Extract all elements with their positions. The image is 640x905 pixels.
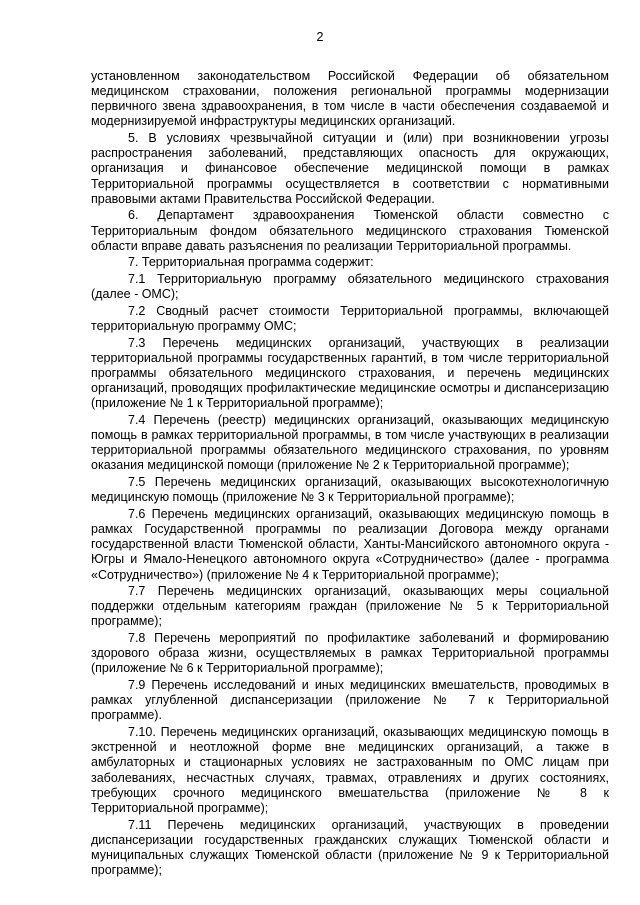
paragraph-7-6: 7.6 Перечень медицинских организаций, оказывающих медицинскую помощь в рамках Государственной программы по реализации Договора между органами государственной власти Тюменской области, Ханты-Мансийского автономного округа - Югры и Ямало-Ненецкого автономного округа «Сотрудничество» (далее - программа «Сотрудничество») (приложение № 4 к Территориальной программе); <box>91 506 609 582</box>
paragraph-7-9: 7.9 Перечень исследований и иных медицинских вмешательств, проводимых в рамках углубленной диспансеризации (приложение № 7 к Территориальной программе). <box>91 678 609 723</box>
paragraph-7-8: 7.8 Перечень мероприятий по профилактике заболеваний и формированию здорового образа жизни, осуществляемых в рамках Территориальной программы (приложение № 6 к Территориальной программе); <box>91 631 609 676</box>
paragraph-5: 5. В условиях чрезвычайной ситуации и (или) при возникновении угрозы распространения заболеваний, представляющих опасность для окружающих, организация и финансовое обеспечение медицинской помощи в рамках Территориальной программы осуществляется в соответствии с нормативными правовыми актами Правительства Российской Федерации. <box>91 131 609 206</box>
paragraph-7-2: 7.2 Сводный расчет стоимости Территориальной программы, включающей территориальную программу ОМС; <box>91 303 609 333</box>
paragraph-7-7: 7.7 Перечень медицинских организаций, оказывающих меры социальной поддержки отдельным категориям граждан (приложение № 5 к Территориальной программе); <box>91 584 609 629</box>
document-body <box>91 69 609 880</box>
paragraph-7-11: 7.11 Перечень медицинских организаций, участвующих в проведении диспансеризации государственных гражданских служащих Тюменской области и муниципальных служащих Тюменской области (приложение № 9 к Территориальной программе); <box>91 817 609 877</box>
paragraph-continuation: установленном законодательством Российской Федерации об обязательном медицинском страховании, положения региональной программы модернизации первичного звена здравоохранения, в том числе в части обеспечения создаваемой и модернизируемой инфраструктуры медицинских организаций. <box>91 69 609 129</box>
paragraph-7: 7. Территориальная программа содержит: <box>128 255 374 270</box>
paragraph-7-3: 7.3 Перечень медицинских организаций, участвующих в реализации территориальной программы государственных гарантий, в том числе территориальной программы обязательного медицинского страхования, и перечень медицинских организаций, проводящих профилактические медицинские осмотры и диспансеризацию (приложение № 1 к Территориальной программе); <box>91 335 609 411</box>
paragraph-6: 6. Департамент здравоохранения Тюменской области совместно с Территориальным фондом обязательного медицинского страхования Тюменской области вправе давать разъяснения по реализации Территориальной программы. <box>91 208 609 253</box>
paragraph-7-4: 7.4 Перечень (реестр) медицинских организаций, оказывающих медицинскую помощь в рамках территориальной программы, в том числе участвующих в реализации территориальной программы обязательного медицинского страхования, по уровням оказания медицинской помощи (приложение № 2 к Территориальной программе); <box>91 412 609 473</box>
paragraph-7-10: 7.10. Перечень медицинских организаций, оказывающих медицинскую помощь в экстренной и неотложной форме вне медицинских организаций, а также в амбулаторных и стационарных условиях не застрахованным по ОМС лицам при заболеваниях, несчастных случаях, травмах, отравлениях и других состояниях, требующих срочного медицинского вмешательства (приложение № 8 к Территориальной программе); <box>91 725 609 815</box>
paragraph-7-5: 7.5 Перечень медицинских организаций, оказывающих высокотехнологичную медицинскую помощь (приложение № 3 к Территориальной программе); <box>91 475 609 505</box>
page-number: 2 <box>316 30 324 44</box>
paragraph-7-1: 7.1 Территориальную программу обязательного медицинского страхования (далее - ОМС); <box>91 272 609 302</box>
